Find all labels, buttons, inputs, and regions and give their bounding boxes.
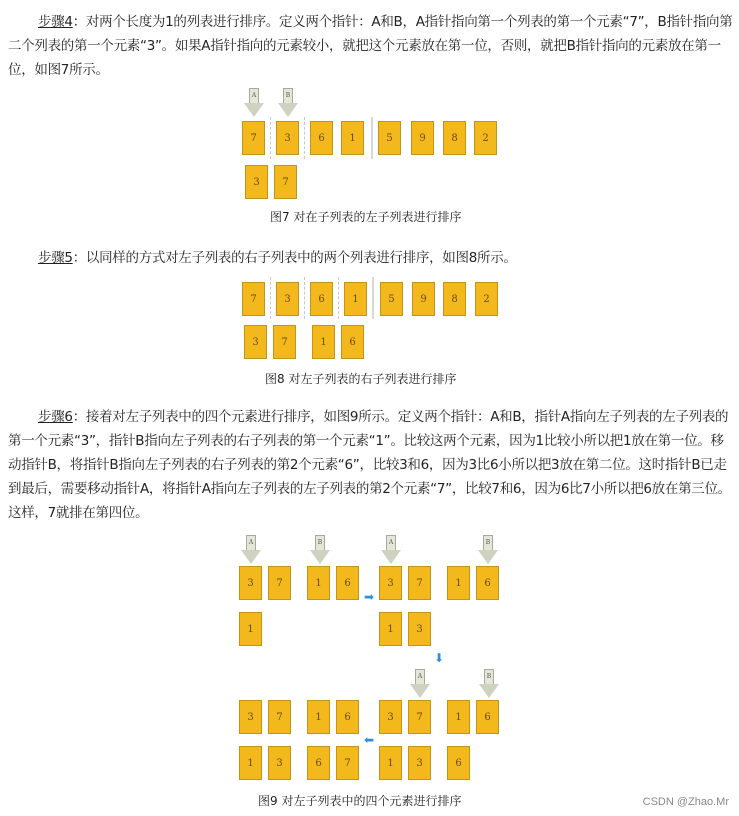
card: 3 [408,612,431,646]
card: 3 [268,746,291,780]
divider [304,277,305,319]
step4-text: ：对两个长度为1的列表进行排序。定义两个指针：A和B，A指针指向第一个列表的第一个元素“7”，B指针指向第二个列表的第一个元素“3”。如果A指针指向的元素较小，就把这个元素放在第一位，否则，就把B指针指向的元素放在第一位，如图7所示。 [8,14,733,78]
step4-paragraph [8,10,733,82]
divider [338,277,339,319]
card: 6 [476,566,499,600]
card: 7 [273,325,296,359]
card: 6 [310,282,333,316]
card: 6 [447,746,470,780]
card: 6 [476,700,499,734]
card: 8 [443,121,466,155]
card: 1 [379,746,402,780]
card: 1 [312,325,335,359]
card: 3 [239,700,262,734]
pointer-b-icon: B [310,535,330,565]
divider [304,117,305,159]
pointer-a-icon: A [241,535,261,565]
pointer-a-icon: A [244,88,264,118]
card: 1 [307,566,330,600]
card: 6 [336,566,359,600]
card: 2 [474,121,497,155]
pointer-b-icon: B [479,669,499,699]
step5-paragraph [8,246,733,270]
card: 9 [411,121,434,155]
card: 3 [276,121,299,155]
card: 1 [379,612,402,646]
step5-label: 步骤5 [38,250,73,266]
pointer-b-icon: B [278,88,298,118]
card: 3 [244,325,267,359]
card: 9 [412,282,435,316]
card: 1 [344,282,367,316]
arrow-left-icon: ⬅ [364,733,375,747]
card: 3 [239,566,262,600]
card: 1 [239,746,262,780]
card: 8 [443,282,466,316]
card: 7 [408,700,431,734]
step6-text: ：接着对左子列表中的四个元素进行排序，如图9所示。定义两个指针：A和B，指针A指向左子列表的左子列表的第一个元素“3”，指针B指向左子列表的右子列表的第一个元素“1”。比较这两个元素，因为1比较小所以把1放在第一位。移动指针B，将指针B指向左子列表的右子列表的第2个元素“6”，比较3和6，因为3比6小所以把3放在第二位。这时指针B已走到最后，需要移动指针A，将指针A指向左子列表的左子列表的第2个元素“7”，比较7和6，因为6比7小所以把6放在第三位。这样，7就排在第四位。 [8,409,731,521]
card: 7 [268,566,291,600]
card: 1 [341,121,364,155]
card: 7 [274,165,297,199]
arrow-down-icon: ⬇ [434,651,445,665]
watermark: CSDN @Zhao.Mr [642,796,729,808]
card: 2 [475,282,498,316]
card: 3 [245,165,268,199]
card: 6 [307,746,330,780]
divider [372,277,374,319]
step4-label: 步骤4 [38,14,73,30]
figure-9-caption: 图9 对左子列表中的四个元素进行排序 [258,794,462,808]
card: 7 [242,282,265,316]
step6-label: 步骤6 [38,409,73,425]
figure-7-caption: 图7 对在子列表的左子列表进行排序 [270,210,462,224]
arrow-right-icon: ➡ [364,590,375,604]
card: 3 [276,282,299,316]
card: 5 [380,282,403,316]
card: 7 [268,700,291,734]
step6-paragraph [8,405,733,525]
card: 6 [336,700,359,734]
pointer-a-icon: A [410,669,430,699]
card: 3 [408,746,431,780]
card: 3 [379,700,402,734]
card: 7 [242,121,265,155]
card: 1 [239,612,262,646]
card: 6 [341,325,364,359]
divider [270,117,271,159]
card: 7 [336,746,359,780]
step5-text: ：以同样的方式对左子列表的右子列表中的两个列表进行排序，如图8所示。 [72,250,517,266]
card: 6 [310,121,333,155]
card: 1 [447,700,470,734]
card: 1 [307,700,330,734]
card: 1 [447,566,470,600]
card: 7 [408,566,431,600]
pointer-b-icon: B [478,535,498,565]
divider [371,117,373,159]
card: 5 [378,121,401,155]
divider [270,277,271,319]
figure-8-caption: 图8 对左子列表的右子列表进行排序 [265,372,457,386]
card: 3 [379,566,402,600]
pointer-a-icon: A [381,535,401,565]
